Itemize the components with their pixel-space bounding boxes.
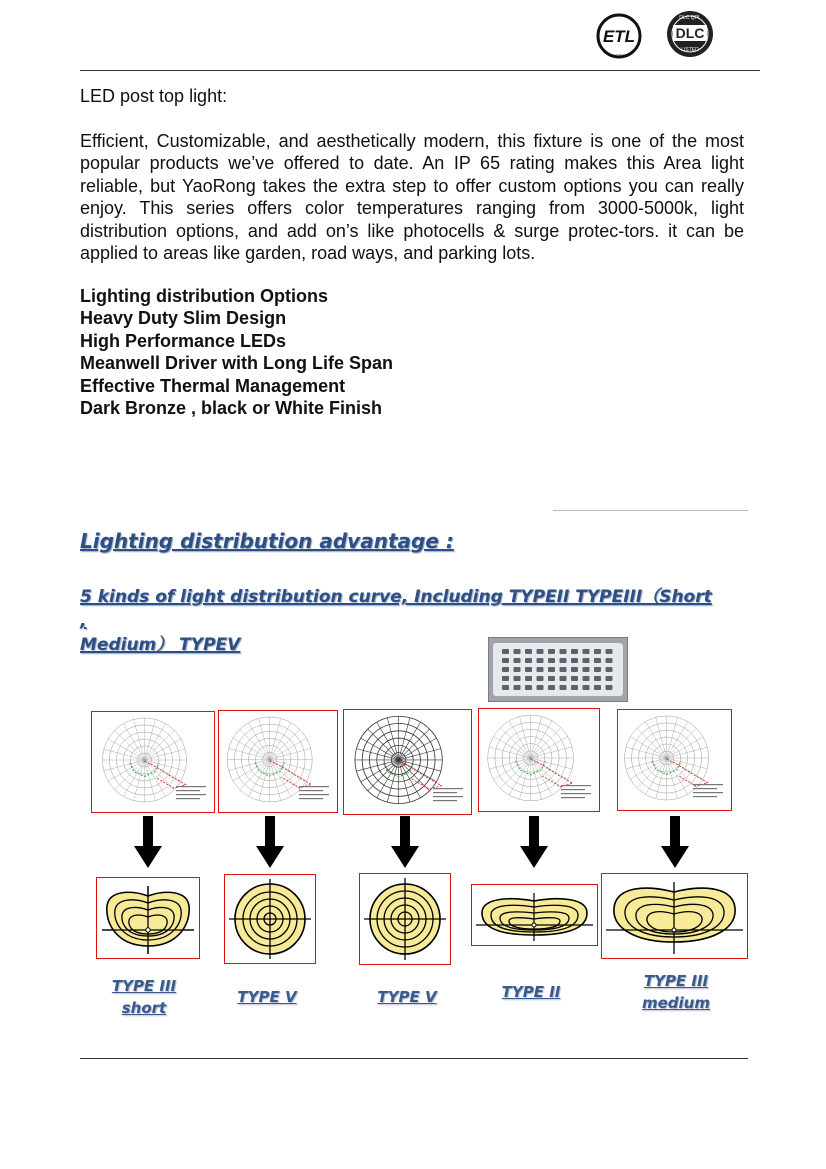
led-chip [525,649,532,654]
pattern-type-iii-medium [601,873,748,959]
pattern-type-v-1 [224,874,316,964]
feature-item: High Performance LEDs [80,330,287,351]
polar-spoke [493,758,530,779]
legend-text-line [176,798,200,799]
etl-logo-sub: LISTED [611,53,627,58]
polar-spoke [249,759,270,796]
polar-spoke [144,730,174,760]
dlc-logo-text: DLC [675,25,705,41]
polar-spoke [240,759,270,789]
etl-listed-logo [594,12,644,62]
polar-diagram [219,711,337,812]
legend-text-line [433,800,457,801]
dlc-qpl-logo [665,9,715,59]
led-chip [606,667,613,672]
led-chip [525,676,532,681]
led-module-photo [488,637,628,702]
feature-item: Effective Thermal Management [80,375,346,396]
led-chip [537,649,544,654]
led-chip [502,685,509,690]
legend-text-line [299,794,329,795]
product-description: Efficient, Customizable, and aesthetically modern, this fixture is one of the most popular products we’ve offered to date. An IP 65 rating makes this Area light reliable, but YaoRong takes the extra step to offer custom options you can really enjoy. This series offers color temperatures ranging from 3000-5000k, light distribution options, and add on’s like photocells & surge protec-tors. it can be applied to areas like garden, road ways, and parking lots. [80,131,744,264]
legend-text-line [176,794,206,795]
led-chip [560,676,567,681]
led-chip [548,658,555,663]
led-chip [583,685,590,690]
led-chip [514,676,521,681]
polar-diagram [479,709,599,811]
product-title: LED post top light: [80,86,228,106]
led-chip [548,667,555,672]
polar-spoke [144,760,180,781]
legend-text-line [299,798,323,799]
led-chip [502,667,509,672]
polar-spoke [144,739,180,760]
legend-text-line [433,796,463,797]
polar-spoke [531,758,568,779]
distribution-subtitle-line: 5 kinds of light distribution curve, Including TYPEII TYPEIII（Short , [80,587,712,631]
pattern-type-v-2 [359,873,451,965]
polar-spoke [493,737,530,758]
legend-text-line [299,790,323,791]
polar-spoke [667,722,688,758]
etl-logo-text: ETL [602,27,636,46]
led-chip [525,658,532,663]
legend-text-line [561,785,591,786]
polar-spoke [115,760,145,790]
polar-spoke [500,728,530,758]
type-label-v-2 [367,986,447,1008]
polar-spoke [144,724,165,760]
led-chip [548,649,555,654]
dlc-logo-top: DLC QPL [679,15,701,21]
led-chip [606,649,613,654]
pattern-diagram [360,874,450,964]
led-chip [594,649,601,654]
pattern-diagram [472,885,597,945]
polar-spoke [233,738,270,759]
led-chip [571,667,578,672]
legend-text-line [693,784,723,785]
type-label-line: TYPE V [377,988,437,1006]
type-label-line: medium [642,994,710,1012]
polar-spoke [637,758,667,788]
polar-diagram [344,710,471,814]
feature-item: Meanwell Driver with Long Life Span [80,353,394,374]
polar-spoke [531,728,561,758]
feature-item: Heavy Duty Slim Design [80,308,287,329]
polar-spoke [667,758,688,794]
polar-spoke [630,758,666,779]
down-arrow-icon [661,816,689,868]
led-chip [606,685,613,690]
dlc-logo-sub: LISTED [681,47,699,53]
pattern-type-ii [471,884,598,946]
led-chip [514,685,521,690]
legend-text-line [561,797,585,798]
led-chip [594,667,601,672]
led-chip [583,658,590,663]
led-chip [560,649,567,654]
polar-curve-type-v-1 [218,710,338,813]
legend-text-line [693,792,723,793]
legend-text-line [299,786,329,787]
polar-curve-type-iii-short [91,711,215,813]
polar-diagram [92,712,214,812]
polar-curve-type-ii [478,708,600,812]
led-chip [594,676,601,681]
polar-spoke [667,737,703,758]
led-chip [571,676,578,681]
led-chip [560,685,567,690]
type-label-line: short [121,999,167,1017]
led-chip [514,667,521,672]
pattern-type-iii-short [96,877,200,959]
led-chip [525,667,532,672]
feature-list [80,285,393,419]
led-chip [502,658,509,663]
polar-spoke [270,759,307,780]
feature-item: Lighting distribution Options [80,286,328,306]
distribution-title: Lighting distribution advantage : [80,529,454,553]
polar-spoke [123,760,144,796]
polar-spoke [233,759,270,780]
led-chip [583,667,590,672]
led-chip [548,676,555,681]
polar-spoke [108,760,144,781]
polar-spoke [240,729,270,759]
distribution-subtitle-line: Medium） TYPEV [80,635,241,655]
polar-spoke [115,730,145,760]
led-chip [571,658,578,663]
polar-spoke [270,759,291,796]
polar-spoke [667,728,697,758]
polar-spoke [531,758,552,795]
led-chip [571,649,578,654]
led-chip [594,685,601,690]
led-chip [537,667,544,672]
footer-rule [80,1058,748,1059]
led-chip [594,658,601,663]
polar-spoke [531,737,568,758]
type-label-line: TYPE III [111,977,177,995]
led-chip [502,649,509,654]
section-divider [553,510,748,511]
down-arrow-icon [391,816,419,868]
type-label-iii-medium [634,970,718,1014]
led-chip [548,685,555,690]
polar-spoke [270,738,307,759]
led-chip [560,667,567,672]
legend-text-line [693,788,717,789]
led-chip [571,685,578,690]
legend-text-line [433,792,457,793]
polar-spoke [509,758,530,795]
type-label-line: TYPE III [643,972,709,990]
led-chip [583,649,590,654]
led-chip [560,658,567,663]
legend-text-line [176,790,200,791]
down-arrow-icon [134,816,162,868]
led-chip [537,676,544,681]
polar-spoke [249,723,270,760]
type-label-iii-short [104,975,184,1019]
legend-text-line [176,786,206,787]
legend-text-line [561,793,591,794]
pattern-diagram [602,874,747,958]
led-chip [583,676,590,681]
type-label-line: TYPE II [501,983,561,1001]
feature-item: Dark Bronze , black or White Finish [80,398,383,419]
down-arrow-icon [520,816,548,868]
polar-spoke [509,721,530,758]
polar-spoke [144,760,165,796]
led-chip [537,658,544,663]
polar-spoke [630,737,666,758]
polar-spoke [500,758,530,788]
led-chip [537,685,544,690]
polar-curve-type-v-2 [343,709,472,815]
pattern-diagram [225,875,315,963]
pattern-diagram [97,878,199,958]
polar-spoke [646,722,667,758]
led-chip [606,676,613,681]
legend-text-line [561,789,585,790]
polar-spoke [108,739,144,760]
down-arrow-icon [256,816,284,868]
type-label-v-1 [227,986,307,1008]
led-chip [525,685,532,690]
polar-spoke [531,758,561,788]
type-label-ii [491,981,571,1003]
polar-spoke [646,758,667,794]
header-rule [80,70,760,71]
led-chip [514,658,521,663]
polar-spoke [270,729,300,759]
legend-text-line [693,796,717,797]
polar-curve-type-iii-medium [617,709,732,811]
polar-spoke [123,724,144,760]
polar-spoke [531,721,552,758]
polar-diagram [618,710,731,810]
led-chip [606,658,613,663]
led-chip [514,649,521,654]
legend-text-line [433,788,463,789]
polar-spoke [270,723,291,760]
type-label-line: TYPE V [237,988,297,1006]
polar-spoke [637,728,667,758]
led-chip [502,676,509,681]
polar-spoke [667,758,703,779]
